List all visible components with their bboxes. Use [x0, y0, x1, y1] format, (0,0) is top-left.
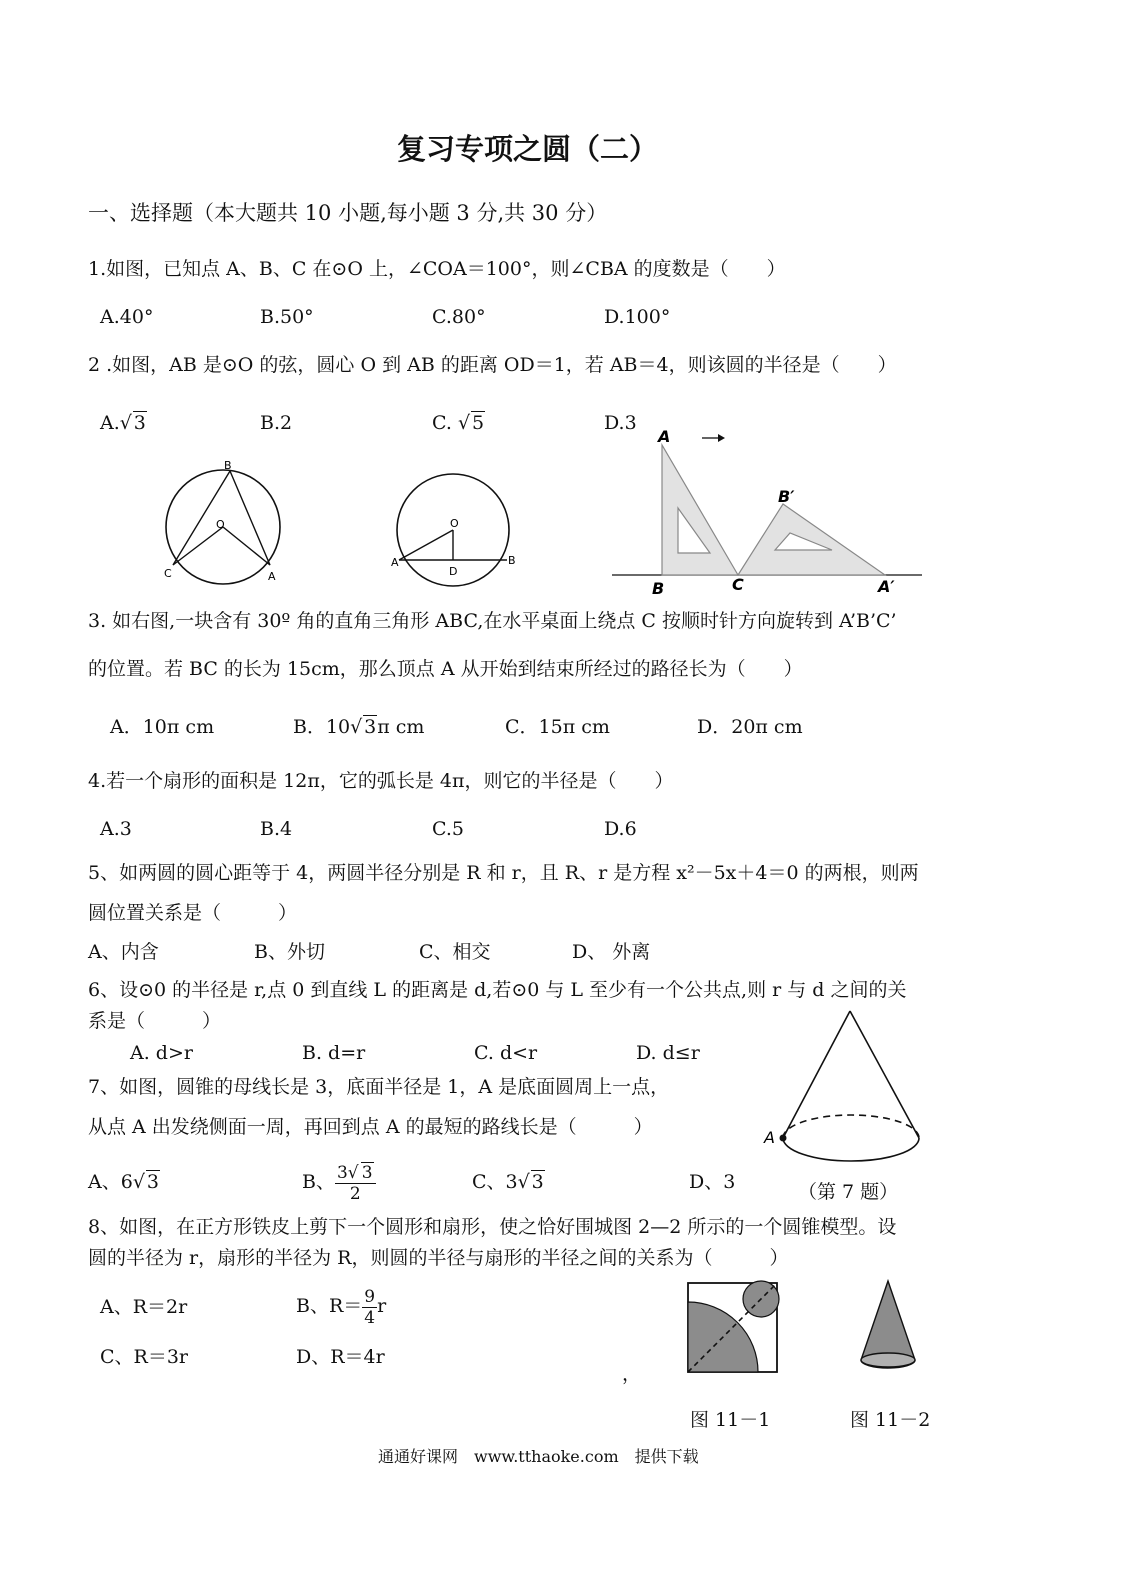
fig7-label-a: A: [764, 1128, 775, 1147]
q6-option-a: A. d>r: [130, 1042, 193, 1064]
q8-option-b-suffix: r: [377, 1295, 387, 1317]
question-6-line-1: 6、设⊙0 的半径是 r,点 0 到直线 L 的距离是 d,若⊙0 与 L 至少有一个公共点,则 r 与 d 之间的关: [88, 979, 907, 1001]
figure-2-circle: [385, 485, 525, 585]
page-title: 复习专项之圆（二）: [397, 132, 659, 166]
question-7-line-1: 7、如图，圆锥的母线长是 3，底面半径是 1，A 是底面圆周上一点，: [88, 1076, 670, 1098]
q1-option-b: B.50°: [260, 306, 314, 328]
question-3-line-1: 3. 如右图,一块含有 30º 角的直角三角形 ABC,在水平桌面上绕点 C 按顺时针方向旋转到 A’B’C’: [88, 610, 897, 632]
q3-option-c: C．15π cm: [505, 716, 610, 738]
q3-option-d: D．20π cm: [697, 716, 803, 738]
q5-option-d: D、 外离: [572, 941, 651, 963]
q7-option-b-num-coef: 3: [336, 1162, 348, 1183]
fig1-label-c: C: [164, 567, 172, 580]
q7-option-d: D、3: [689, 1171, 736, 1193]
q1-option-d: D.100°: [604, 306, 671, 328]
fig3-label-b-prime: B′: [778, 487, 795, 506]
figure-3-triangle-rotation: [610, 420, 925, 600]
fraction-numerator: [335, 1163, 376, 1184]
q8-option-d: D、R＝4r: [296, 1346, 385, 1368]
q3-option-b-suffix: π cm: [377, 716, 425, 738]
fig2-label-d: D: [449, 565, 458, 578]
fig1-label-o: O: [216, 518, 225, 531]
sqrt-symbol: [518, 1170, 545, 1194]
q4-option-c: C.5: [432, 818, 464, 840]
figure-11-1-square: [683, 1278, 783, 1378]
q3-option-b-radicand: 3: [364, 716, 377, 738]
question-1-text: 1.如图，已知点 A、B、C 在⊙O 上，∠COA＝100°，则∠CBA 的度数是（ ）: [88, 258, 786, 280]
q4-option-a: A.3: [100, 818, 132, 840]
section-heading: 一、选择题（本大题共 10 小题,每小题 3 分,共 30 分）: [88, 201, 608, 225]
fig1-label-a: A: [268, 570, 276, 583]
q8-option-b-denominator: 4: [364, 1307, 376, 1328]
question-3-line-2: 的位置。若 BC 的长为 15cm，那么顶点 A 从开始到结束所经过的路径长为（ ）: [88, 658, 803, 680]
q1-option-c: C.80°: [432, 306, 486, 328]
q2-option-d: D.3: [604, 412, 637, 434]
q5-option-a: A、内含: [88, 941, 159, 963]
question-8-line-1: 8、如图，在正方形铁皮上剪下一个圆形和扇形，使之恰好围城图 2—2 所示的一个圆锥模型。设: [88, 1216, 897, 1238]
q7-option-c-radicand: 3: [531, 1171, 544, 1193]
sqrt-symbol: [350, 715, 377, 739]
question-2-text: 2 .如图，AB 是⊙O 的弦，圆心 O 到 AB 的距离 OD＝1，若 AB＝4，则该圆的半径是（ ）: [88, 354, 897, 376]
q7-option-b-num-radicand: 3: [361, 1162, 373, 1183]
q2-option-a-prefix: A.: [100, 412, 120, 434]
sqrt-symbol: [348, 1163, 374, 1183]
q7-option-a-radicand: 3: [146, 1171, 159, 1193]
q7-option-c-prefix: C、3: [472, 1171, 518, 1193]
q2-option-c-prefix: C.: [432, 412, 458, 434]
sqrt-symbol: [458, 411, 485, 435]
q3-option-b-prefix: B．10: [293, 716, 351, 738]
q7-option-c: [472, 1170, 545, 1194]
q6-option-c: C. d<r: [474, 1042, 538, 1064]
q2-option-a: [100, 411, 147, 435]
q7-option-a-prefix: A、6: [88, 1171, 133, 1193]
q2-option-b: B.2: [260, 412, 293, 434]
question-7-line-2: 从点 A 出发绕侧面一周，再回到点 A 的最短的路线长是（ ）: [88, 1116, 653, 1138]
fig3-label-a: A: [658, 427, 671, 446]
q7-option-a: [88, 1170, 160, 1194]
q7-option-b-fraction: [335, 1163, 376, 1204]
q7-option-b: [302, 1158, 376, 1206]
figure-7-caption: （第 7 题）: [798, 1181, 899, 1203]
q2-option-c-radicand: 5: [471, 412, 485, 434]
q7-option-b-prefix: B、: [302, 1171, 335, 1193]
q5-option-c: C、相交: [419, 941, 491, 963]
figure-11-2-caption: 图 11－2: [850, 1409, 931, 1431]
figure-11-1-caption: 图 11－1: [690, 1409, 771, 1431]
figure-7-cone: [760, 1005, 935, 1180]
q4-option-b: B.4: [260, 818, 293, 840]
footer-source: 通通好课网 www.tthaoke.com 提供下载: [378, 1447, 699, 1466]
figure-1-circle: [160, 455, 290, 590]
figure-11-2-cone: [855, 1275, 935, 1375]
q5-option-b: B、外切: [254, 941, 325, 963]
question-8-line-2: 圆的半径为 r，扇形的半径为 R，则圆的半径与扇形的半径之间的关系为（ ）: [88, 1247, 789, 1269]
q8-option-b-numerator: 9: [364, 1286, 376, 1307]
question-4-text: 4.若一个扇形的面积是 12π，它的弧长是 4π，则它的半径是（ ）: [88, 770, 674, 792]
fig2-label-a: A: [391, 556, 399, 569]
q7-option-b-denominator: 2: [349, 1183, 361, 1204]
q8-option-a: A、R＝2r: [100, 1296, 188, 1318]
q8-option-c: C、R＝3r: [100, 1346, 189, 1368]
q3-option-b: [293, 715, 424, 739]
fig2-label-b: B: [508, 554, 516, 567]
q6-option-d: D. d≤r: [636, 1042, 700, 1064]
stray-comma: ，: [622, 1363, 642, 1385]
q8-option-b-fraction: [362, 1287, 377, 1328]
question-6-line-2: 系是（ ）: [88, 1010, 222, 1032]
sqrt-symbol: [133, 1170, 160, 1194]
fig3-label-c: C: [732, 575, 744, 594]
fig2-label-o: O: [450, 517, 459, 530]
q6-option-b: B. d=r: [302, 1042, 366, 1064]
sqrt-symbol: [120, 411, 147, 435]
q8-option-b: [296, 1280, 386, 1332]
q4-option-d: D.6: [604, 818, 637, 840]
question-5-line-2: 圆位置关系是（ ）: [88, 902, 298, 924]
question-5-line-1: 5、如两圆的圆心距等于 4，两圆半径分别是 R 和 r，且 R、r 是方程 x²－5x＋4＝0 的两根，则两: [88, 862, 919, 884]
fig3-label-a-prime: A′: [878, 577, 895, 596]
q3-option-a: A．10π cm: [110, 716, 215, 738]
fig1-label-b: B: [224, 459, 232, 472]
q2-option-a-radicand: 3: [133, 412, 146, 434]
q8-option-b-prefix: B、R＝: [296, 1295, 363, 1317]
q2-option-c: [432, 411, 485, 435]
fig3-label-b: B: [652, 579, 665, 598]
q1-option-a: A.40°: [100, 306, 154, 328]
